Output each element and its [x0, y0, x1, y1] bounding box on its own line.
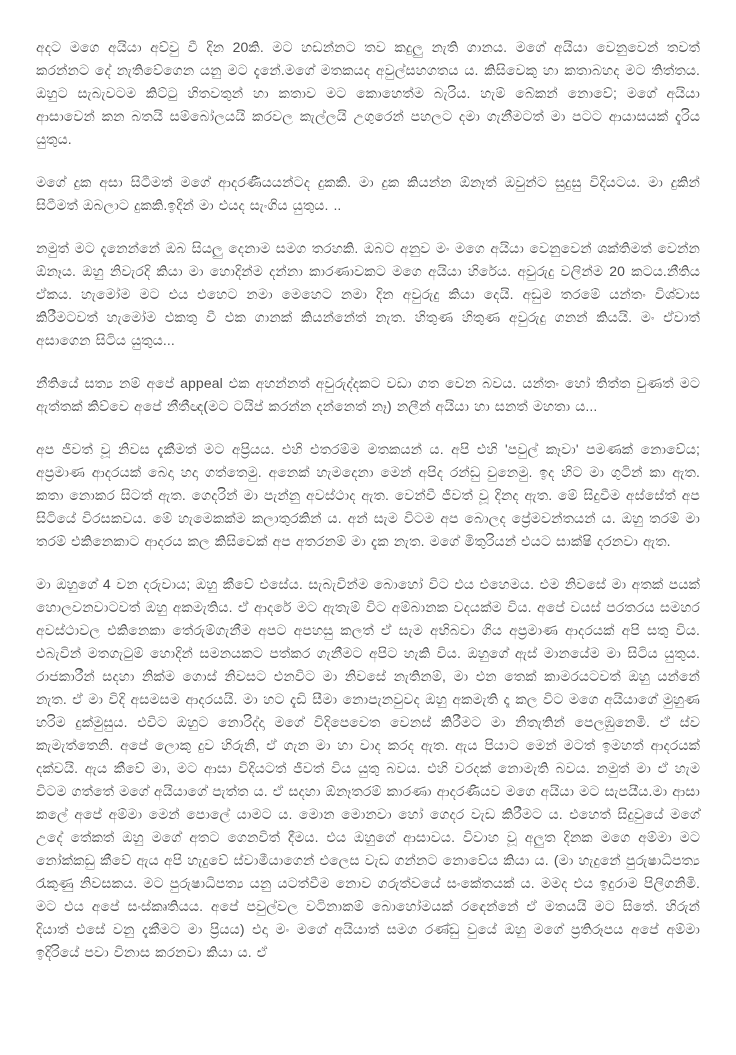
- paragraph-4: නීතියේ සත්‍ය නම් අපේ appeal එක අහන්නත් අවුරුද්දකට වඩා ගත වෙන බවය. යන්තං හෝ තිත්ත වුණත් මට ඇත්තක් කිව්වෙ අපේ නීතීඥ(මට ටයිප් කරන්න දන්නෙත් නෑ) නලීන් අයියා හා සනත් මහතා ය...: [36, 375, 700, 414]
- paragraph-6: මා ඔහුගේ 4 වන දරුවාය; ඔහු කීවේ එසේය. සැබැවින්ම බොහෝ විට එය එහෙමය. එම නිවසේ මා අතක් පයක් හොලවනවාටවත් ඔහු අකමැතිය. ඒ ආදරේ මට ඇතැම් විට අම්බානක වදයක්ම විය. අපේ වයස් පරතරය සමහර අවස්ථාවල එකිනෙකා තේරුම්ගැනීම අපට අපහසු කලත් ඒ සැම අභිබවා ගිය අප්‍රමාණ ආදරයක් අපි සතු විය. එබැවින් මතගැටුම් හොදින් සමනයකට පත්කර ගැනීමට අපිට හැකි විය. ඔහුගේ ඇස් මානයේම මා සිටිය යුතුය. රාජකාරීන් සදහා නික්ම ගොස් නිවසට එනවිට මා නිවසේ නැතිනම්, මා එන තෙක් කාමරයටවත් ඔහු යන්නේ නැත. ඒ මා විදි අසමසම ආදරයයි. මා හට දැඩි සීමා නොපැනවුවද ඔහු අකමැති දෑ කල විට මගෙ අයියාගේ මුහුණ හරිම දුක්මුසුය. එවිට ඔහුට නොරිද්දා මගේ විදිපෙවෙත වෙනස් කිරීමට මා නිතැතින් පෙලඹුනෙමි. ඒ ස්ව කැමැත්තෙනි. අපේ ලොකු දුව හිරුනි, ඒ ගැන මා හා වාද කරද ඇත. ඇය පියාට මෙන් මටත් ඉමහත් ආදරයක් දක්වයි. ඇය කීවේ මා, මට ආසා විදියටත් ජීවත් විය යුතු බවය. එහි වරදක් නොමැති බවය. නමුත් මා ඒ හැම විටම ගත්තේ මගේ අයියාගේ පැත්ත ය. ඒ සදහා ඕනෑතරම් කාරණා ආදරණීයව මගෙ අයියා මට සැපයීය.මා ආසා කලේ අපේ අම්මා මෙන් පොලේ යාමට ය. මොන මොනවා හෝ ගෙදර වැඩ කිරීමට ය. එහෙත් සිදුවුයේ මගේ උදේ තේකත් ඔහු මගේ අතට ගෙනවිත් දීමය. එය ඔහුගේ ආසාවය. විවාහ වූ අලුත දිනක මගෙ අම්මා මට නෝක්කඩු කීවේ ඇය අපි හැදුවේ ස්වාමීයාගෙන් එලෙස වැඩ ගන්නට නොවේය කියා ය. (මා හැදුනේ පුරුෂාධිපත්‍ය රැකුණු නිවසකය. මට පුරුෂාධිපත්‍ය යනු යටත්වීම නොව ගරුත්වයේ සංකේතයක් ය. මමද එය ඉදුරාම පිලිගනිමි. මට එය අපේ සංස්කෘතියය. අපේ පවුල්වල වටිනාකම් බොහෝමයක් රඳෙන්නේ ඒ මතයයි මට සිතේ. හිරුන් දියාත් එසේ වනු දැකීමට මා ප්‍රියය) එදා මං මගේ අයියාත් සමග රණ්ඩු වුයේ ඔහු මගේ ප්‍රතිරූපය අපේ අම්මා ඉදිරියේ පවා විනාස කරනවා කියා ය. ඒ: [36, 576, 700, 960]
- paragraph-2: මගේ දුක අසා සිටීමත් මගේ ආදරණීයයන්ටද දුකකි. මා දුක කියන්න ඕනෑත් ඔවුන්ට සුදුසු විදියටය. මා දුකින් සිටීමත් ඔබලාට දුකකි.ඉදින් මා එයද සැංගිය යුතුය. ..: [36, 174, 700, 213]
- paragraph-5: අප ජීවත් වූ නිවස දැකීමත් මට අප්‍රියය. එහි එතරම්ම මතකයන් ය. අපි එහි 'පවුල් කෑවා' පමණක් නොවේය; අප්‍රමාණ ආදරයක් බෙදා හදා ගත්තෙමු. අනෙක් හැමදෙනා මෙන් අපිද රන්ඩු වුනෙමු. ඉද හිට මා ගුටින් කා ඇත. කතා නොකර සිටත් ඇත. ගෙදරින් මා පැන්නු අවස්ථාද ඇත. වෙන්වී ජීවත් වූ දිනද ඇත. මේ සිදුවීම අස්සේත් අප සිටියේ විරසකවය. මේ හැමෙකක්ම කලාතුරකින් ය. අන් සැම විටම අප බොලද ප්‍රේමවන්තයන් ය. ඔහු තරම් මා තරම් එකිනෙකාට ආදරය කල කිසිවෙක් අප අතරනම් මා දැක නැත. මගේ මිතුරියන් එයට සාක්ෂි දරනවා ඇත.: [36, 441, 700, 549]
- paragraph-1: අදට මගෙ අයියා අව්වු වී දින 20කි. මට හඩන්නට තව කදුලු නැති ගානය. මගේ අයියා වෙනුවෙන් තවත් කරන්නට දේ නැතිවේගෙන යනු මට දැනේ.මගේ මතකයද අවුල්සහගතය ය. කිසිවෙකු හා කතාබහද මට තිත්තය. ඔහුට සැබැවටම කිට්ටු හිතවතුන් හා කතාව මට කොහෙත්ම බැරිය. හැම් බේකන් නොවේ; මගේ අයියා ආසාවෙන් කන බතයි සම්බෝලයයි කරවල කැල්ලයි උගුරෙන් පහලට දමා ගැනීමටත් මා පටට ආයාසයක් දැරිය යුතුය.: [36, 39, 700, 147]
- paragraph-3: නමුත් මට දැනෙන්නේ ඔබ සියලු දෙනාම සමග තරහකි. ඔබට අනුව මං මගෙ අයියා වෙනුවෙන් ශක්තිමත් වෙන්න ඕනෑය. ඔහු නිවැරදි කියා මා හොදින්ම දන්නා කාරණාවකට මගෙ අයියා හිරේය. අවුරුදු වලින්ම 20 කටය.නීතිය ඒකය. හැමෝම මට එය එහෙට නමා මෙහෙට නමා දින අවුරුදු කියා දෙයි. අඩුම තරමේ යන්තං විශ්වාස කිරීමටවත් හැමෝම එකතු වී එක ගානක් කියන්නේත් නැත. හිතුණ හිතුණ අවුරුදු ගනන් කියයි. මං ඒවාත් අසාගෙන සිටිය යුතුය...: [36, 240, 700, 348]
